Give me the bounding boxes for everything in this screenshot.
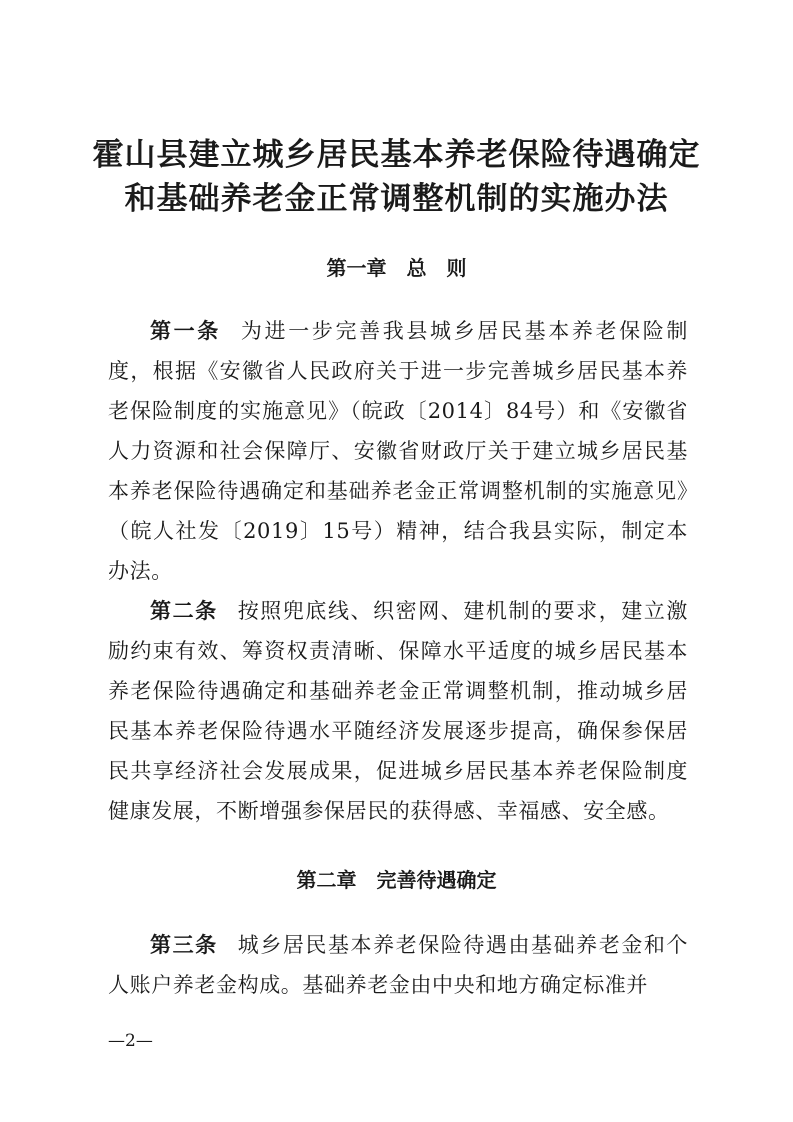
article-1-text: 为进一步完善我县城乡居民基本养老保险制度，根据《安徽省人民政府关于进一步完善城乡居民基本养老保险制度的实施意见》（皖政〔2014〕84号）和《安徽省人力资源和社会保障厅、安徽省财政厅关于建立城乡居民基本养老保险待遇确定和基础养老金正常调整机制的实施意见》（皖人社发〔2019〕15号）精神，结合我县实际，制定本办法。 — [108, 319, 688, 583]
chapter-2-heading: 第二章 完善待遇确定 — [296, 868, 497, 892]
document-title-line-2: 和基础养老金正常调整机制的实施办法 — [124, 181, 669, 217]
page-number: —2— — [108, 1031, 153, 1051]
article-2-paragraph — [108, 591, 688, 831]
article-3-paragraph — [108, 925, 688, 1005]
article-1-label: 第一条 — [150, 319, 221, 343]
chapter-1-heading: 第一章 总 则 — [326, 256, 467, 280]
article-3-label: 第三条 — [150, 933, 218, 957]
article-2-text: 按照兜底线、织密网、建机制的要求，建立激励约束有效、筹资权责清晰、保障水平适度的城乡居民基本养老保险待遇确定和基础养老金正常调整机制，推动城乡居民基本养老保险待遇水平随经济发展逐步提高，确保参保居民共享经济社会发展成果，促进城乡居民基本养老保险制度健康发展，不断增强参保居民的获得感、幸福感、安全感。 — [108, 599, 688, 823]
article-3-text: 城乡居民基本养老保险待遇由基础养老金和个人账户养老金构成。基础养老金由中央和地方确定标准并 — [108, 933, 688, 997]
document-title-line-1: 霍山县建立城乡居民基本养老保险待遇确定 — [92, 137, 701, 173]
article-2-label: 第二条 — [150, 599, 218, 623]
article-1-paragraph — [108, 311, 688, 591]
